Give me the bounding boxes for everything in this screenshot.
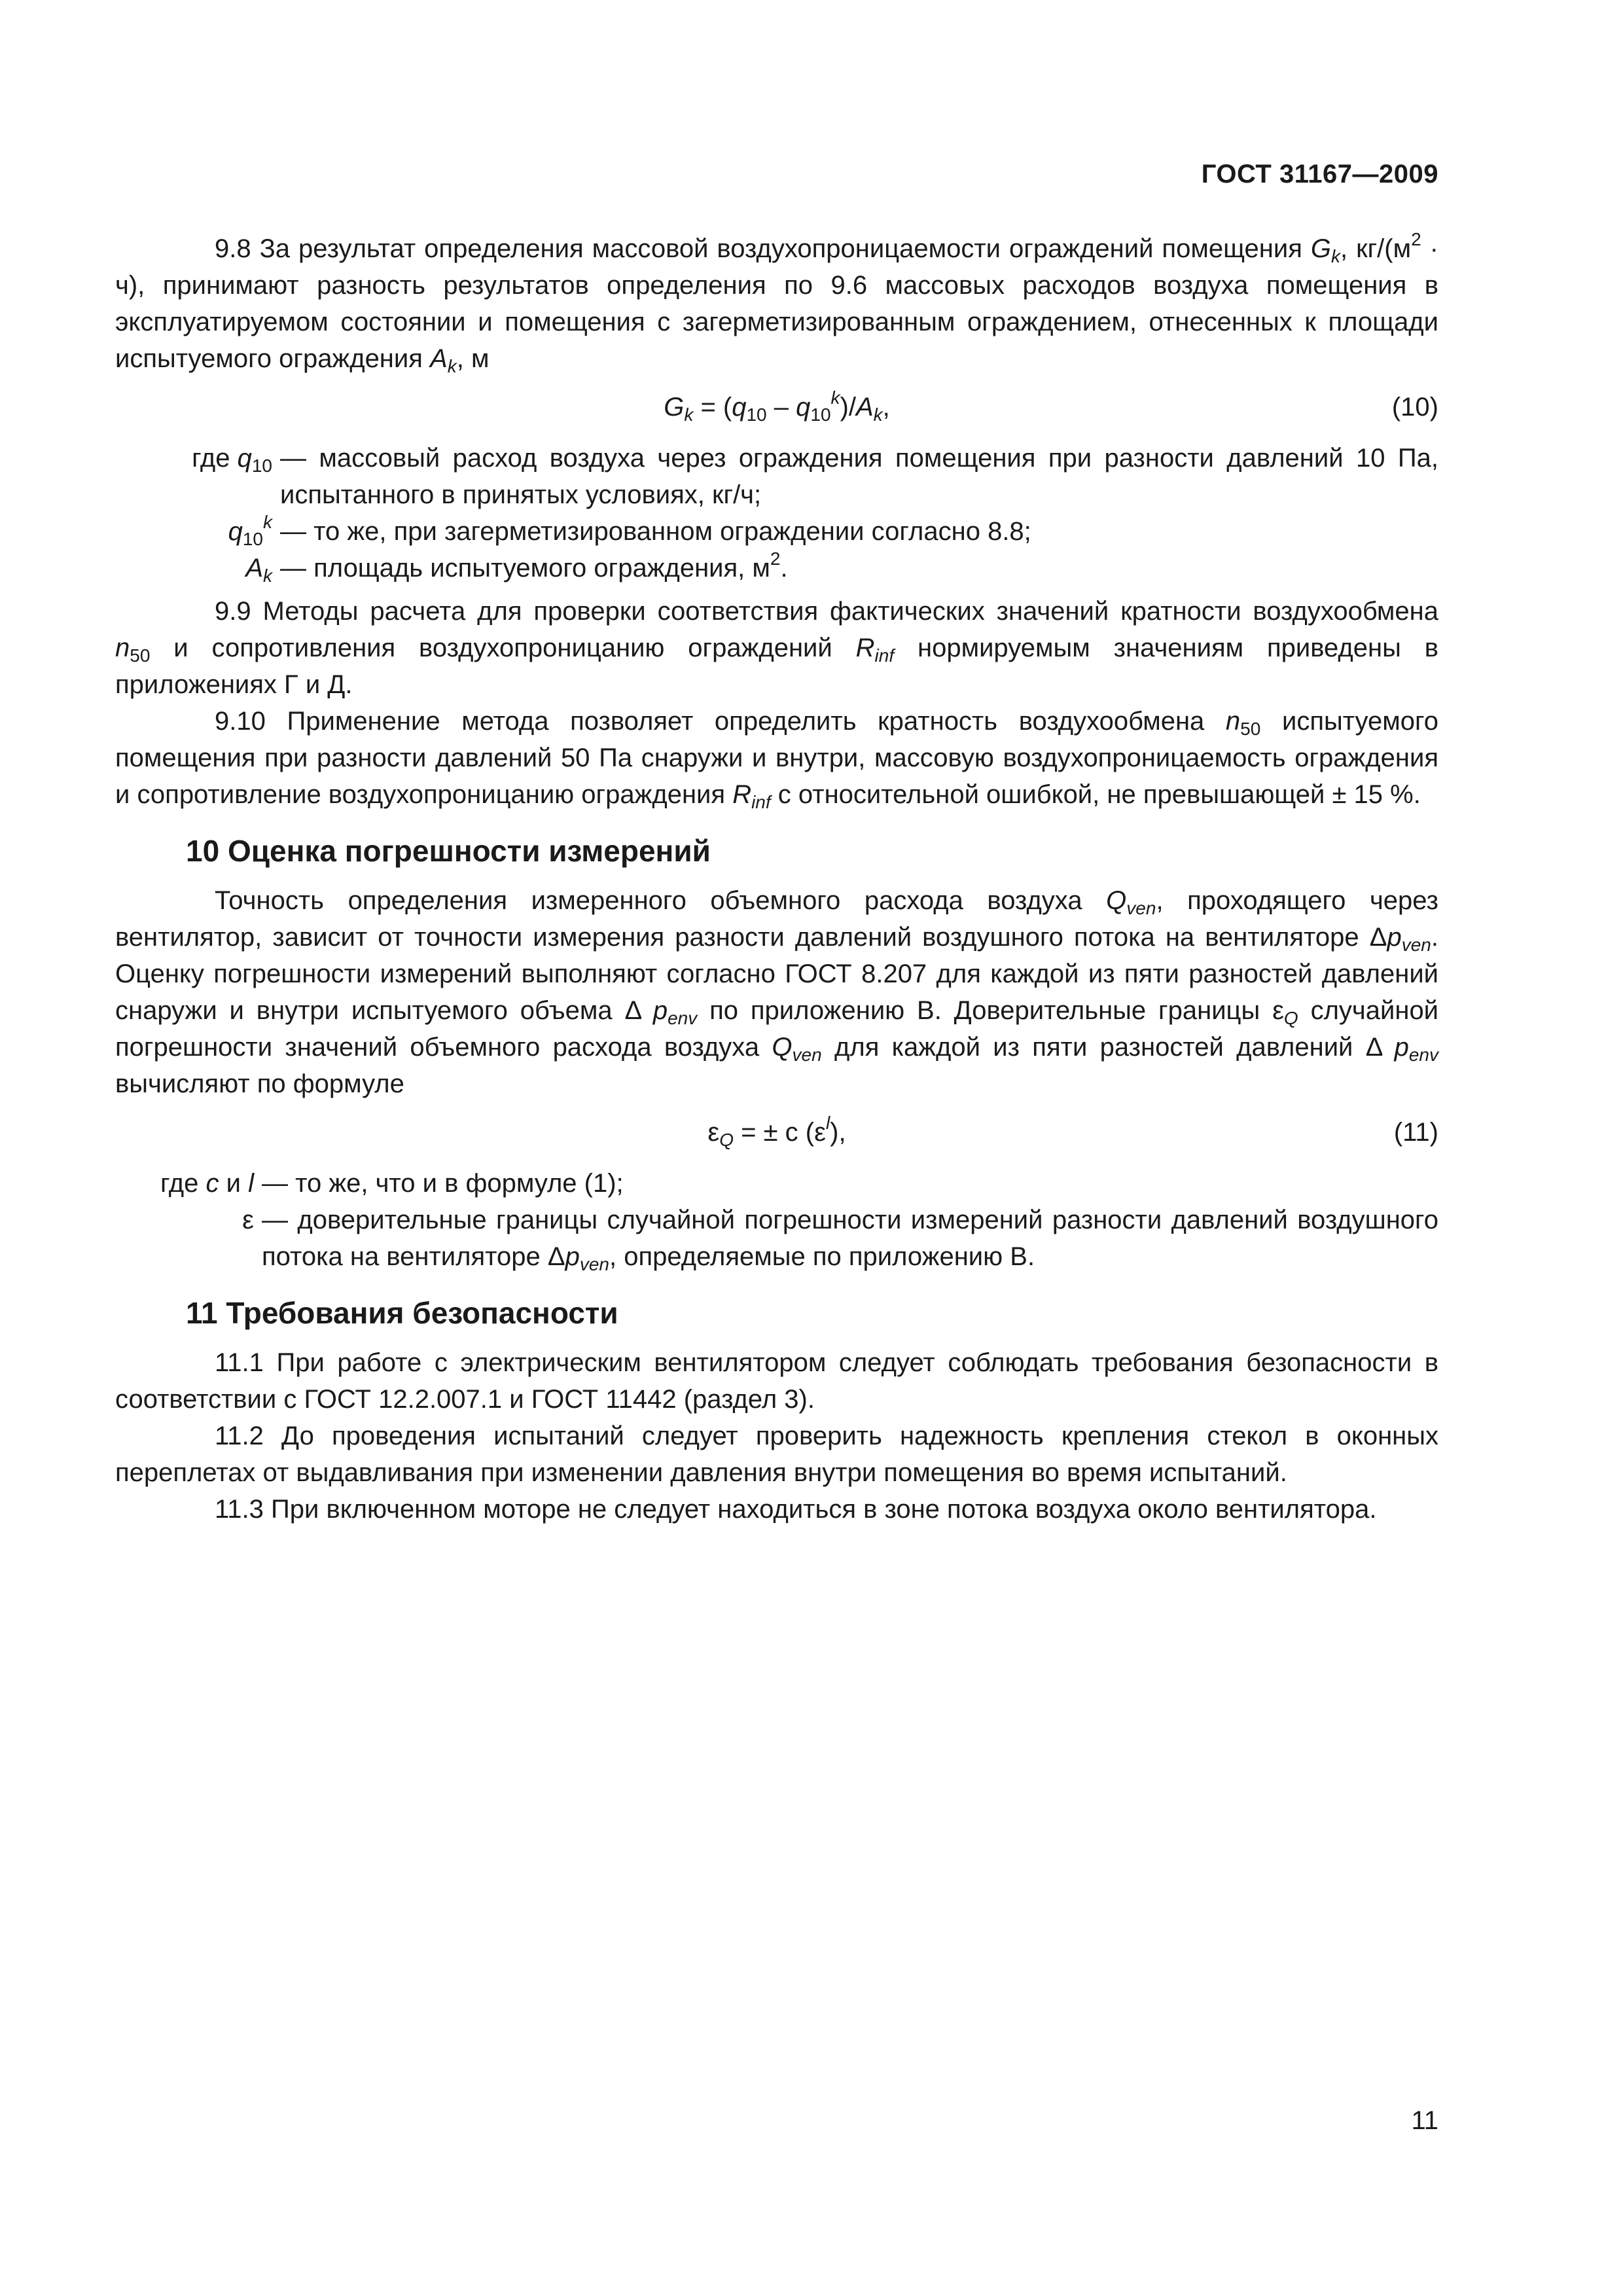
definition-item: где $q_{10}$ — массовый расход воздуха через ограждения помещения при разности давлений 10 Па, испытанного в принятых условиях, кг/ч; [192,444,1438,509]
formula-11 [115,1109,1438,1156]
paragraph-9-9: 9.9 Методы расчета для проверки соответствия фактических значений кратности воздухообмена $n_{50}$ и сопротивления воздухопроницанию ограждений $R_{inf}$ нормируемым значениям приведены в приложениях Г и Д. [115,597,1438,699]
formula-11-expression: $\varepsilon_Q$ = ± c $(\varepsilon^l)$, [707,1113,846,1150]
definition-item: $A_k$ — площадь испытуемого ограждения, $м^2$. [245,548,788,586]
definition-item: $q_{10}^k$ — то же, при загерметизированном ограждении согласно 8.8; [228,512,1031,549]
formula-10-definitions [115,440,1438,586]
paragraph-9-10: 9.10 Применение метода позволяет определить кратность воздухообмена $n_{50}$ испытуемого помещения при разности давлений 50 Па снаружи и внутри, массовую воздухопроницаемость ограждения и сопротивление воздухопроницанию ограждения $R_{inf}$ с относительной ошибкой, не превышающей ± 15 %. [115,707,1438,812]
section-11-heading: 11 Требования безопасности [186,1296,618,1330]
definition-item: ε — доверительные границы случайной погрешности измерений разности давлений воздушного потока на вентиляторе $\Delta p_{ven}$, определяемые по приложению В. [242,1206,1438,1274]
paragraph-11-1: 11.1 При работе с электрическим вентилятором следует соблюдать требования безопасности в соответствии с ГОСТ 12.2.007.1 и ГОСТ 11442 (раздел 3). [115,1348,1438,1414]
standard-designation: ГОСТ 31167—2009 [1201,160,1438,188]
paragraph-11-3: 11.3 При включенном моторе не следует находиться в зоне потока воздуха около вентилятора. [215,1495,1377,1524]
paragraph-9-8: 9.8 За результат определения массовой воздухопроницаемости ограждений помещения $G_k$, $кг/(м^2 \cdot ч)$, принимают разность результатов определения по 9.6 массовых расходов воздуха помещения в эксплуатируемом состоянии и помещения с загерметизированным ограждением, отнесенных к площади испытуемого ограждения $A_k$, м [115,229,1439,376]
section-10-paragraph: Точность определения измеренного объемного расхода воздуха $Q_{ven}$, проходящего через вентилятор, зависит от точности измерения разности давлений воздушного потока на вентиляторе $\Delta p_{ven}$. Оценку погрешности измерений выполняют согласно ГОСТ 8.207 для каждой из пяти разностей давлений снаружи и внутри испытуемого объема Δ $p_{env}$ по приложению В. Доверительные границы $\varepsilon_Q$ случайной погрешности значений объемного расхода воздуха $Q_{ven}$ для каждой из пяти разностей давлений Δ $p_{env}$ вычисляют по формуле [115,886,1439,1098]
formula-10 [115,384,1438,431]
page-number: 11 [1411,2106,1438,2135]
section-10-heading: 10 Оценка погрешности измерений [186,834,711,868]
paragraph-11-2: 11.2 До проведения испытаний следует проверить надежность крепления стекол в оконных переплетах от выдавливания при изменении давления внутри помещения во время испытаний. [115,1422,1438,1487]
page-body [115,230,1438,1528]
definition-item: где c и l — то же, что и в формуле (1); [160,1169,624,1198]
formula-11-number: (11) [1393,1118,1438,1147]
formula-11-definitions [115,1165,1438,1275]
formula-10-expression: $G_k = (q_{10} - q_{10}^k)/A_k$, [664,387,890,425]
formula-10-number: (10) [1391,393,1438,422]
